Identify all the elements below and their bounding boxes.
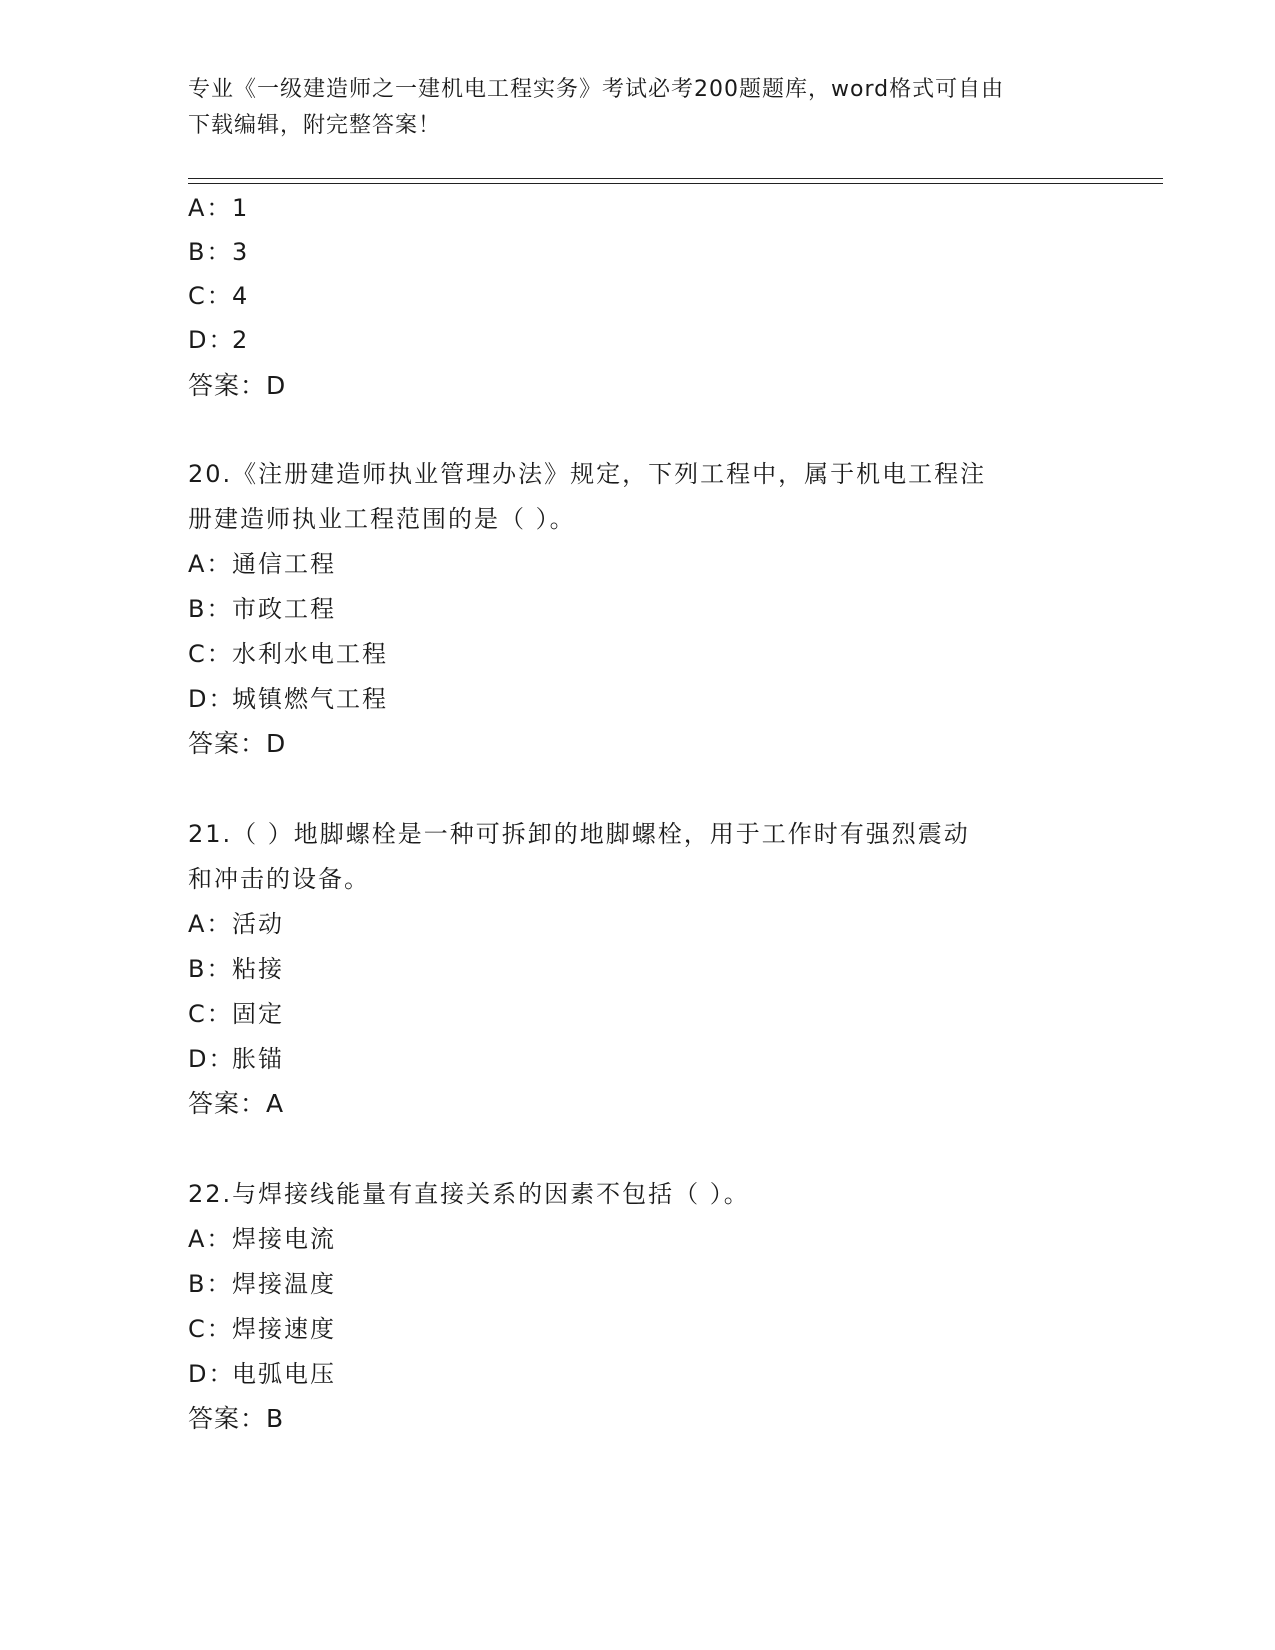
- q20-option-b: B：市政工程: [188, 595, 336, 623]
- header-line-2: 下载编辑，附完整答案！: [188, 113, 442, 138]
- q21-option-b: B：粘接: [188, 955, 284, 983]
- prev-option-d: D：2: [188, 326, 250, 354]
- header-line-1: 专业《一级建造师之一建机电工程实务》考试必考200题题库，word格式可自由: [188, 77, 1005, 102]
- header-divider-bottom: [188, 183, 1163, 184]
- q22-option-d: D：电弧电压: [188, 1360, 336, 1388]
- header-divider-top: [188, 178, 1163, 179]
- q20-answer: 答案：D: [188, 729, 287, 758]
- q20-stem-line-1: 20.《注册建造师执业管理办法》规定，下列工程中，属于机电工程注: [188, 460, 987, 488]
- q20-option-c: C：水利水电工程: [188, 640, 388, 668]
- q21-stem-line-2: 和冲击的设备。: [188, 865, 370, 893]
- prev-option-c: C：4: [188, 282, 250, 310]
- document-header: [188, 72, 1088, 144]
- q22-option-c: C：焊接速度: [188, 1315, 336, 1343]
- q22-option-a: A：焊接电流: [188, 1225, 336, 1253]
- q21-stem-line-1: 21.（ ）地脚螺栓是一种可拆卸的地脚螺栓，用于工作时有强烈震动: [188, 820, 970, 848]
- q22-answer: 答案：B: [188, 1404, 285, 1433]
- q21-option-c: C：固定: [188, 1000, 284, 1028]
- q22-option-b: B：焊接温度: [188, 1270, 336, 1298]
- q22-stem-line-1: 22.与焊接线能量有直接关系的因素不包括（ ）。: [188, 1180, 750, 1208]
- q20-option-d: D：城镇燃气工程: [188, 685, 388, 713]
- prev-option-b: B：3: [188, 238, 250, 266]
- q21-option-a: A：活动: [188, 910, 284, 938]
- prev-option-a: A：1: [188, 194, 250, 222]
- q21-answer: 答案：A: [188, 1089, 285, 1118]
- q20-option-a: A：通信工程: [188, 550, 336, 578]
- prev-answer: 答案：D: [188, 371, 287, 400]
- q20-stem-line-2: 册建造师执业工程范围的是（ ）。: [188, 505, 576, 533]
- q21-option-d: D：胀锚: [188, 1045, 284, 1073]
